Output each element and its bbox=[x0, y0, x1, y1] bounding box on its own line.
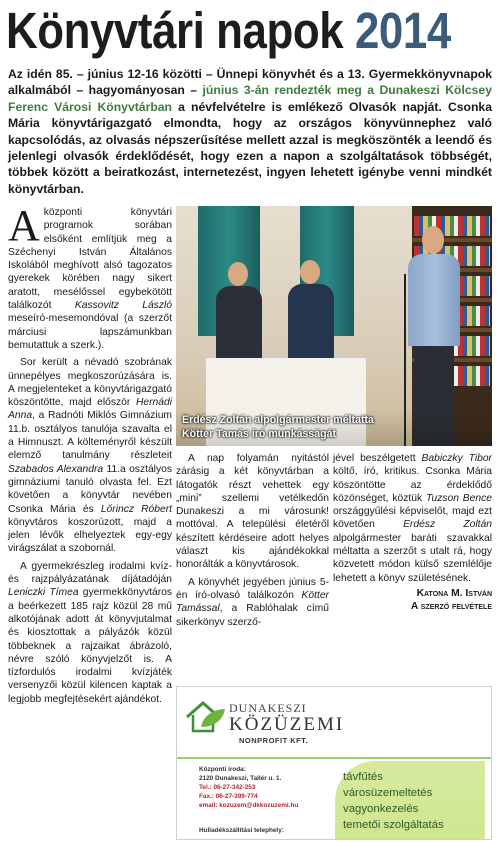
service-item: temetői szolgáltatás bbox=[343, 819, 444, 831]
person-name: Leniczki Tímea bbox=[8, 587, 79, 599]
service-item: városüzemeltetés bbox=[343, 787, 433, 799]
person-name: Hernádi Anna bbox=[8, 397, 172, 422]
text: 11.a osztályos gimnáziumi tanuló olvasta fel. Ezt követően a könyvtár nevében Csonka Mária és bbox=[8, 463, 172, 515]
lead-paragraph bbox=[8, 66, 492, 197]
caption-line: Erdész Zoltán alpolgármester méltatta bbox=[182, 414, 374, 426]
paragraph bbox=[333, 452, 492, 585]
event-photo bbox=[176, 206, 492, 446]
photo-credit: A szerző felvétele bbox=[410, 601, 492, 613]
person-name: Lőrincz Róbert bbox=[100, 503, 172, 515]
email: email: kozuzem@dkkozuzemi.hu bbox=[199, 802, 299, 809]
house-leaf-logo-icon bbox=[183, 697, 229, 737]
company-name-line2: KÖZÜZEMI bbox=[229, 714, 345, 735]
text: gyermekkönyvtáros a beérkezett 185 rajz közül 28 mű alkotójának adott át könyvjutalmat és kiosztottak a pályázók közül többeknek a rajzaikat ábrázoló, névre szóló könyvjelzőt is. A tízfordulós irodalmi kvízjáték versenyzői közül kilencen kaptak a legjobb megfejtésekért ajándékot. bbox=[8, 587, 173, 705]
body bbox=[216, 286, 262, 358]
head bbox=[228, 262, 248, 286]
paragraph bbox=[8, 560, 172, 706]
title-text: Könyvtári napok bbox=[6, 2, 344, 59]
text: A gyermekrészleg irodalmi kvíz- és rajzpályázatának díjátadóján bbox=[8, 560, 172, 586]
title-year: 2014 bbox=[354, 2, 451, 59]
text: , a Rablóhalak című sikerkönyv szerző- bbox=[176, 603, 329, 628]
lead-text-2: a névfelvételre is emlékező Olvasók napját. Csonka Mária könyvtárigazgató elmondta, hogy az országos könyvünnephez való kapcsolódás, az olvasás népszerűsítése mellett azzal is megköszönték a leendő és jelenlegi olvasók érdeklődését, hogy ezen a napon a szolgáltatások többségét, többek között a beiratkozást, internetezést, ingyen lehetett igénybe venni mindkét könyvtárban. bbox=[8, 99, 492, 196]
company-name-line3: NONPROFIT KFT. bbox=[239, 736, 309, 745]
article-column-2 bbox=[176, 452, 329, 629]
text: meseíró-mesemondóval (a szerzőt márciusi lapszámunkban bemutattuk a szerk.). bbox=[8, 313, 172, 351]
text: központi könyvtári programok sorában elsőként említjük meg a Széchenyi István Általános Iskolából meghívott alsó tagozatos gyerekek körében nagy sikert aratott, mesélőssel egybekötött találkozót bbox=[8, 207, 172, 312]
text: jével beszélgetett bbox=[333, 453, 422, 464]
person-name: Babiczky Tibor bbox=[421, 453, 492, 464]
fax: Fax.: 06-27-399-774 bbox=[199, 793, 258, 800]
person-name: Kassovitz László bbox=[74, 300, 172, 312]
body bbox=[408, 254, 460, 346]
person-name: Kötter Tamással bbox=[176, 589, 329, 615]
company-name-line1: DUNAKESZI bbox=[229, 701, 307, 715]
text: alpolgármester baráti szavakkal méltatta a szerzőt s utalt rá, hogy közvetett módon külső szemlélője lehetett a könyv születésének. bbox=[333, 532, 492, 584]
contact-block bbox=[199, 765, 319, 810]
paragraph bbox=[176, 576, 329, 629]
advertisement bbox=[176, 686, 492, 840]
person-name: Szabados Alexandra bbox=[8, 463, 104, 475]
paragraph bbox=[8, 201, 172, 352]
lead-text-1: Az idén 85. – június 12-16 közötti – Ünnepi könyvhét és a 13. Gyermekkönyvnapok alkalmából – hagyományosan – bbox=[8, 67, 492, 98]
address: 2120 Dunakeszi, Tallér u. 1. bbox=[199, 775, 282, 782]
office-label: Központi iroda: bbox=[199, 766, 246, 773]
author-signature: Katona M. István bbox=[416, 587, 492, 599]
body bbox=[288, 284, 334, 358]
page-title bbox=[6, 2, 451, 62]
text: , a Radnóti Miklós Gimnázium 11.b. osztályos tanulója szavalta el a Himnuszt. A költeményről készült elemző tanulmány részleteit bbox=[8, 410, 172, 462]
caption-line: Kötter Tamás író munkásságát bbox=[182, 428, 337, 440]
text: országgyűlési képviselőt, majd ezt követően bbox=[333, 506, 492, 531]
head bbox=[300, 260, 320, 284]
dropcap: A bbox=[8, 201, 40, 250]
waste-site-label: Hulladékszállítási telephely: bbox=[199, 827, 284, 834]
text: költő, író, kritikus. Csonka Mária köszöntötte az érdeklődő közönséget, köztük bbox=[333, 466, 492, 504]
lead-highlight: június 3-án rendezték meg a Dunakeszi Kölcsey Ferenc Városi Könyvtárban bbox=[8, 83, 492, 114]
text: A könyvhét jegyében június 5-én író-olvasó találkozón bbox=[176, 576, 329, 601]
text: könyvtáros koszorúzott, majd a jelen lévők elhelyeztek egy-egy virágszálat a szobornál. bbox=[8, 516, 172, 555]
service-item: vagyonkezelés bbox=[343, 803, 419, 815]
person-name: Tuzson Bence bbox=[425, 492, 493, 504]
paragraph bbox=[8, 356, 172, 555]
services-list bbox=[335, 761, 485, 840]
text: Sor került a névadó szobrának ünnepélyes megkoszorúzására is. A megjelenteket a könyvtárigazgató köszöntötte, majd először bbox=[8, 357, 172, 409]
photo-caption bbox=[176, 410, 492, 446]
article-column-1 bbox=[8, 201, 173, 706]
paragraph: A nap folyamán nyitástól zárásig a két könyvtárban a látogatók részt vehettek egy „mini” szellemi vetélkedőn Dunakeszi a mi városunk! mottóval. A települési életéről készített kérdéseire adott helyes választ kis ajándékokkal honorálták a könyvtárosok. bbox=[176, 453, 329, 571]
phone: Tel.: 06-27-342-253 bbox=[199, 784, 256, 791]
divider bbox=[177, 757, 492, 759]
service-item: távfűtés bbox=[343, 771, 383, 783]
article-column-3 bbox=[333, 452, 492, 614]
person-name: Erdész Zoltán bbox=[403, 519, 492, 531]
head bbox=[422, 226, 444, 254]
